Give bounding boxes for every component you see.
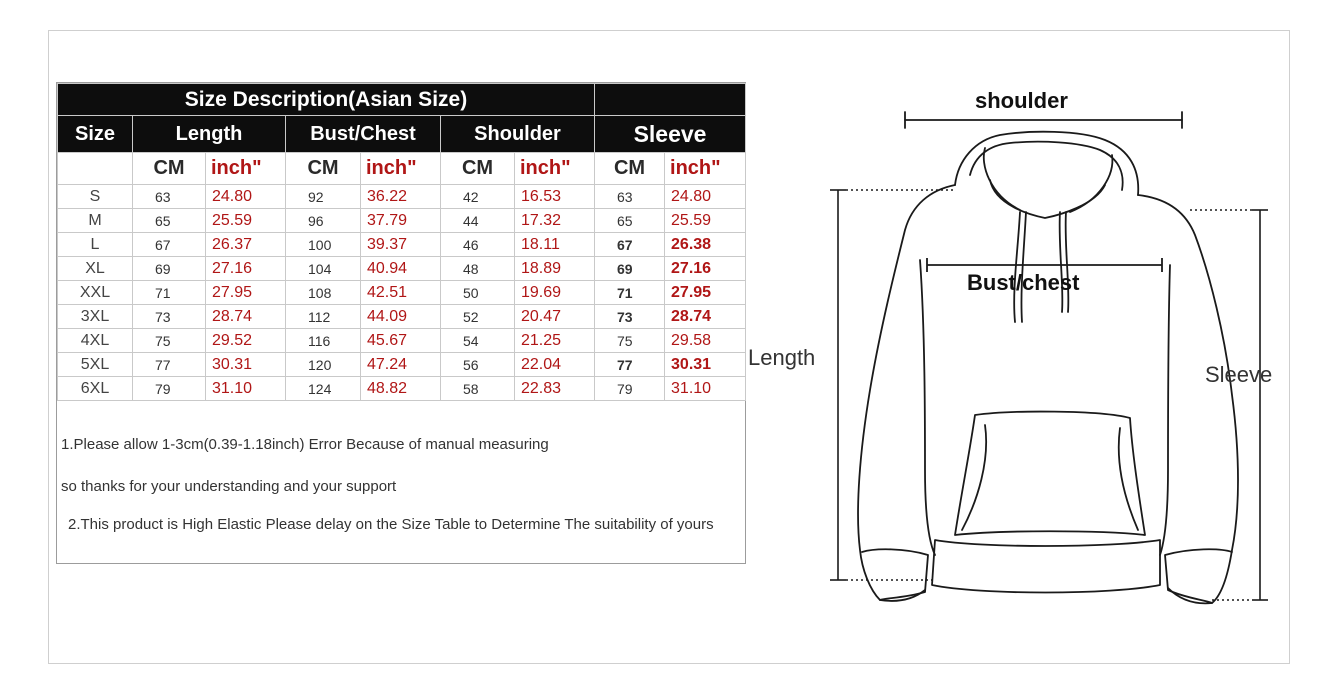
waistband [932,540,1160,593]
unit-inch: inch" [665,153,746,185]
right-body-side [1160,265,1170,555]
cell-sleeve-inch: 26.38 [665,233,746,257]
cell-length-cm: 79 [133,377,206,401]
cell-bust-inch: 40.94 [361,257,441,281]
right-sleeve-outline [1138,195,1238,603]
left-body-side [920,260,935,555]
note-thanks: so thanks for your understanding and your support [61,478,397,495]
cell-length-inch: 26.37 [206,233,286,257]
cell-length-inch: 27.16 [206,257,286,281]
cell-bust-cm: 124 [286,377,361,401]
cell-sleeve-inch: 27.16 [665,257,746,281]
cell-shoulder-cm: 48 [441,257,515,281]
cell-length-cm: 73 [133,305,206,329]
cell-length-inch: 30.31 [206,353,286,377]
cell-shoulder-cm: 46 [441,233,515,257]
cell-shoulder-inch: 22.83 [515,377,595,401]
col-header-bust: Bust/Chest [286,116,441,153]
pocket-left-edge [962,425,986,530]
cell-shoulder-inch: 16.53 [515,185,595,209]
cell-length-inch: 27.95 [206,281,286,305]
cell-bust-cm: 112 [286,305,361,329]
cell-length-inch: 28.74 [206,305,286,329]
cell-shoulder-inch: 20.47 [515,305,595,329]
shoulder-label: shoulder [975,88,1068,113]
cell-length-cm: 67 [133,233,206,257]
cell-shoulder-cm: 42 [441,185,515,209]
cell-shoulder-cm: 56 [441,353,515,377]
cell-length-inch: 29.52 [206,329,286,353]
hood-right-fold [1070,155,1112,212]
cell-size: XXL [58,281,133,305]
cell-sleeve-cm: 67 [595,233,665,257]
unit-inch: inch" [206,153,286,185]
unit-cm: CM [441,153,515,185]
cell-bust-cm: 120 [286,353,361,377]
cell-sleeve-cm: 73 [595,305,665,329]
cell-size: L [58,233,133,257]
unit-inch: inch" [515,153,595,185]
cell-shoulder-cm: 50 [441,281,515,305]
cell-sleeve-inch: 29.58 [665,329,746,353]
left-sleeve-outline [858,185,955,601]
cell-length-inch: 25.59 [206,209,286,233]
cell-size: 3XL [58,305,133,329]
col-header-shoulder: Shoulder [441,116,595,153]
cell-shoulder-cm: 58 [441,377,515,401]
cell-length-cm: 63 [133,185,206,209]
cell-shoulder-inch: 21.25 [515,329,595,353]
length-label: Length [748,345,816,370]
cell-bust-cm: 116 [286,329,361,353]
cell-bust-inch: 42.51 [361,281,441,305]
note-elastic: 2.This product is High Elastic Please delay on the Size Table to Determine The suitability of yours [68,516,714,533]
hood-left-fold [984,148,1020,210]
cell-size: S [58,185,133,209]
cell-sleeve-cm: 65 [595,209,665,233]
cell-sleeve-inch: 25.59 [665,209,746,233]
cell-bust-cm: 92 [286,185,361,209]
unit-cm: CM [133,153,206,185]
hood-opening [990,180,1105,218]
cell-sleeve-cm: 63 [595,185,665,209]
left-cuff [862,549,928,600]
cell-shoulder-cm: 52 [441,305,515,329]
hood-inner [970,142,1123,190]
cell-bust-inch: 36.22 [361,185,441,209]
cell-bust-inch: 39.37 [361,233,441,257]
cell-shoulder-inch: 22.04 [515,353,595,377]
col-header-length: Length [133,116,286,153]
drawstring-left [1014,212,1020,322]
cell-length-cm: 75 [133,329,206,353]
cell-shoulder-inch: 19.69 [515,281,595,305]
unit-cm: CM [595,153,665,185]
unit-inch: inch" [361,153,441,185]
drawstring-right-b [1066,212,1069,312]
cell-bust-cm: 108 [286,281,361,305]
cell-length-cm: 77 [133,353,206,377]
cell-bust-inch: 44.09 [361,305,441,329]
drawstring-left-b [1021,212,1026,322]
cell-size: 6XL [58,377,133,401]
cell-length-inch: 24.80 [206,185,286,209]
cell-size: 4XL [58,329,133,353]
cell-bust-inch: 45.67 [361,329,441,353]
cell-sleeve-inch: 30.31 [665,353,746,377]
cell-sleeve-cm: 69 [595,257,665,281]
cell-bust-inch: 48.82 [361,377,441,401]
cell-bust-cm: 100 [286,233,361,257]
unit-cm: CM [286,153,361,185]
cell-shoulder-cm: 44 [441,209,515,233]
cell-bust-cm: 96 [286,209,361,233]
cell-sleeve-inch: 28.74 [665,305,746,329]
col-header-size: Size [58,116,133,153]
cell-shoulder-cm: 54 [441,329,515,353]
drawstring-right [1060,212,1063,312]
bust-chest-label: Bust/chest [967,270,1080,295]
pocket-right-edge [1119,428,1138,530]
note-error: 1.Please allow 1-3cm(0.39-1.18inch) Error Because of manual measuring [61,436,549,453]
cell-sleeve-inch: 31.10 [665,377,746,401]
cell-sleeve-cm: 71 [595,281,665,305]
cell-length-cm: 65 [133,209,206,233]
cell-length-inch: 31.10 [206,377,286,401]
cell-sleeve-cm: 75 [595,329,665,353]
cell-shoulder-inch: 18.11 [515,233,595,257]
sleeve-label: Sleeve [1205,362,1273,387]
cell-shoulder-inch: 17.32 [515,209,595,233]
col-header-sleeve: Sleeve [595,116,746,153]
cell-bust-inch: 47.24 [361,353,441,377]
cell-size: XL [58,257,133,281]
cell-sleeve-cm: 77 [595,353,665,377]
cell-size: 5XL [58,353,133,377]
cell-sleeve-cm: 79 [595,377,665,401]
cell-bust-cm: 104 [286,257,361,281]
cell-size: M [58,209,133,233]
cell-shoulder-inch: 18.89 [515,257,595,281]
cell-length-cm: 69 [133,257,206,281]
cell-sleeve-inch: 24.80 [665,185,746,209]
table-title: Size Description(Asian Size) [58,84,595,116]
cell-length-cm: 71 [133,281,206,305]
cell-bust-inch: 37.79 [361,209,441,233]
cell-sleeve-inch: 27.95 [665,281,746,305]
